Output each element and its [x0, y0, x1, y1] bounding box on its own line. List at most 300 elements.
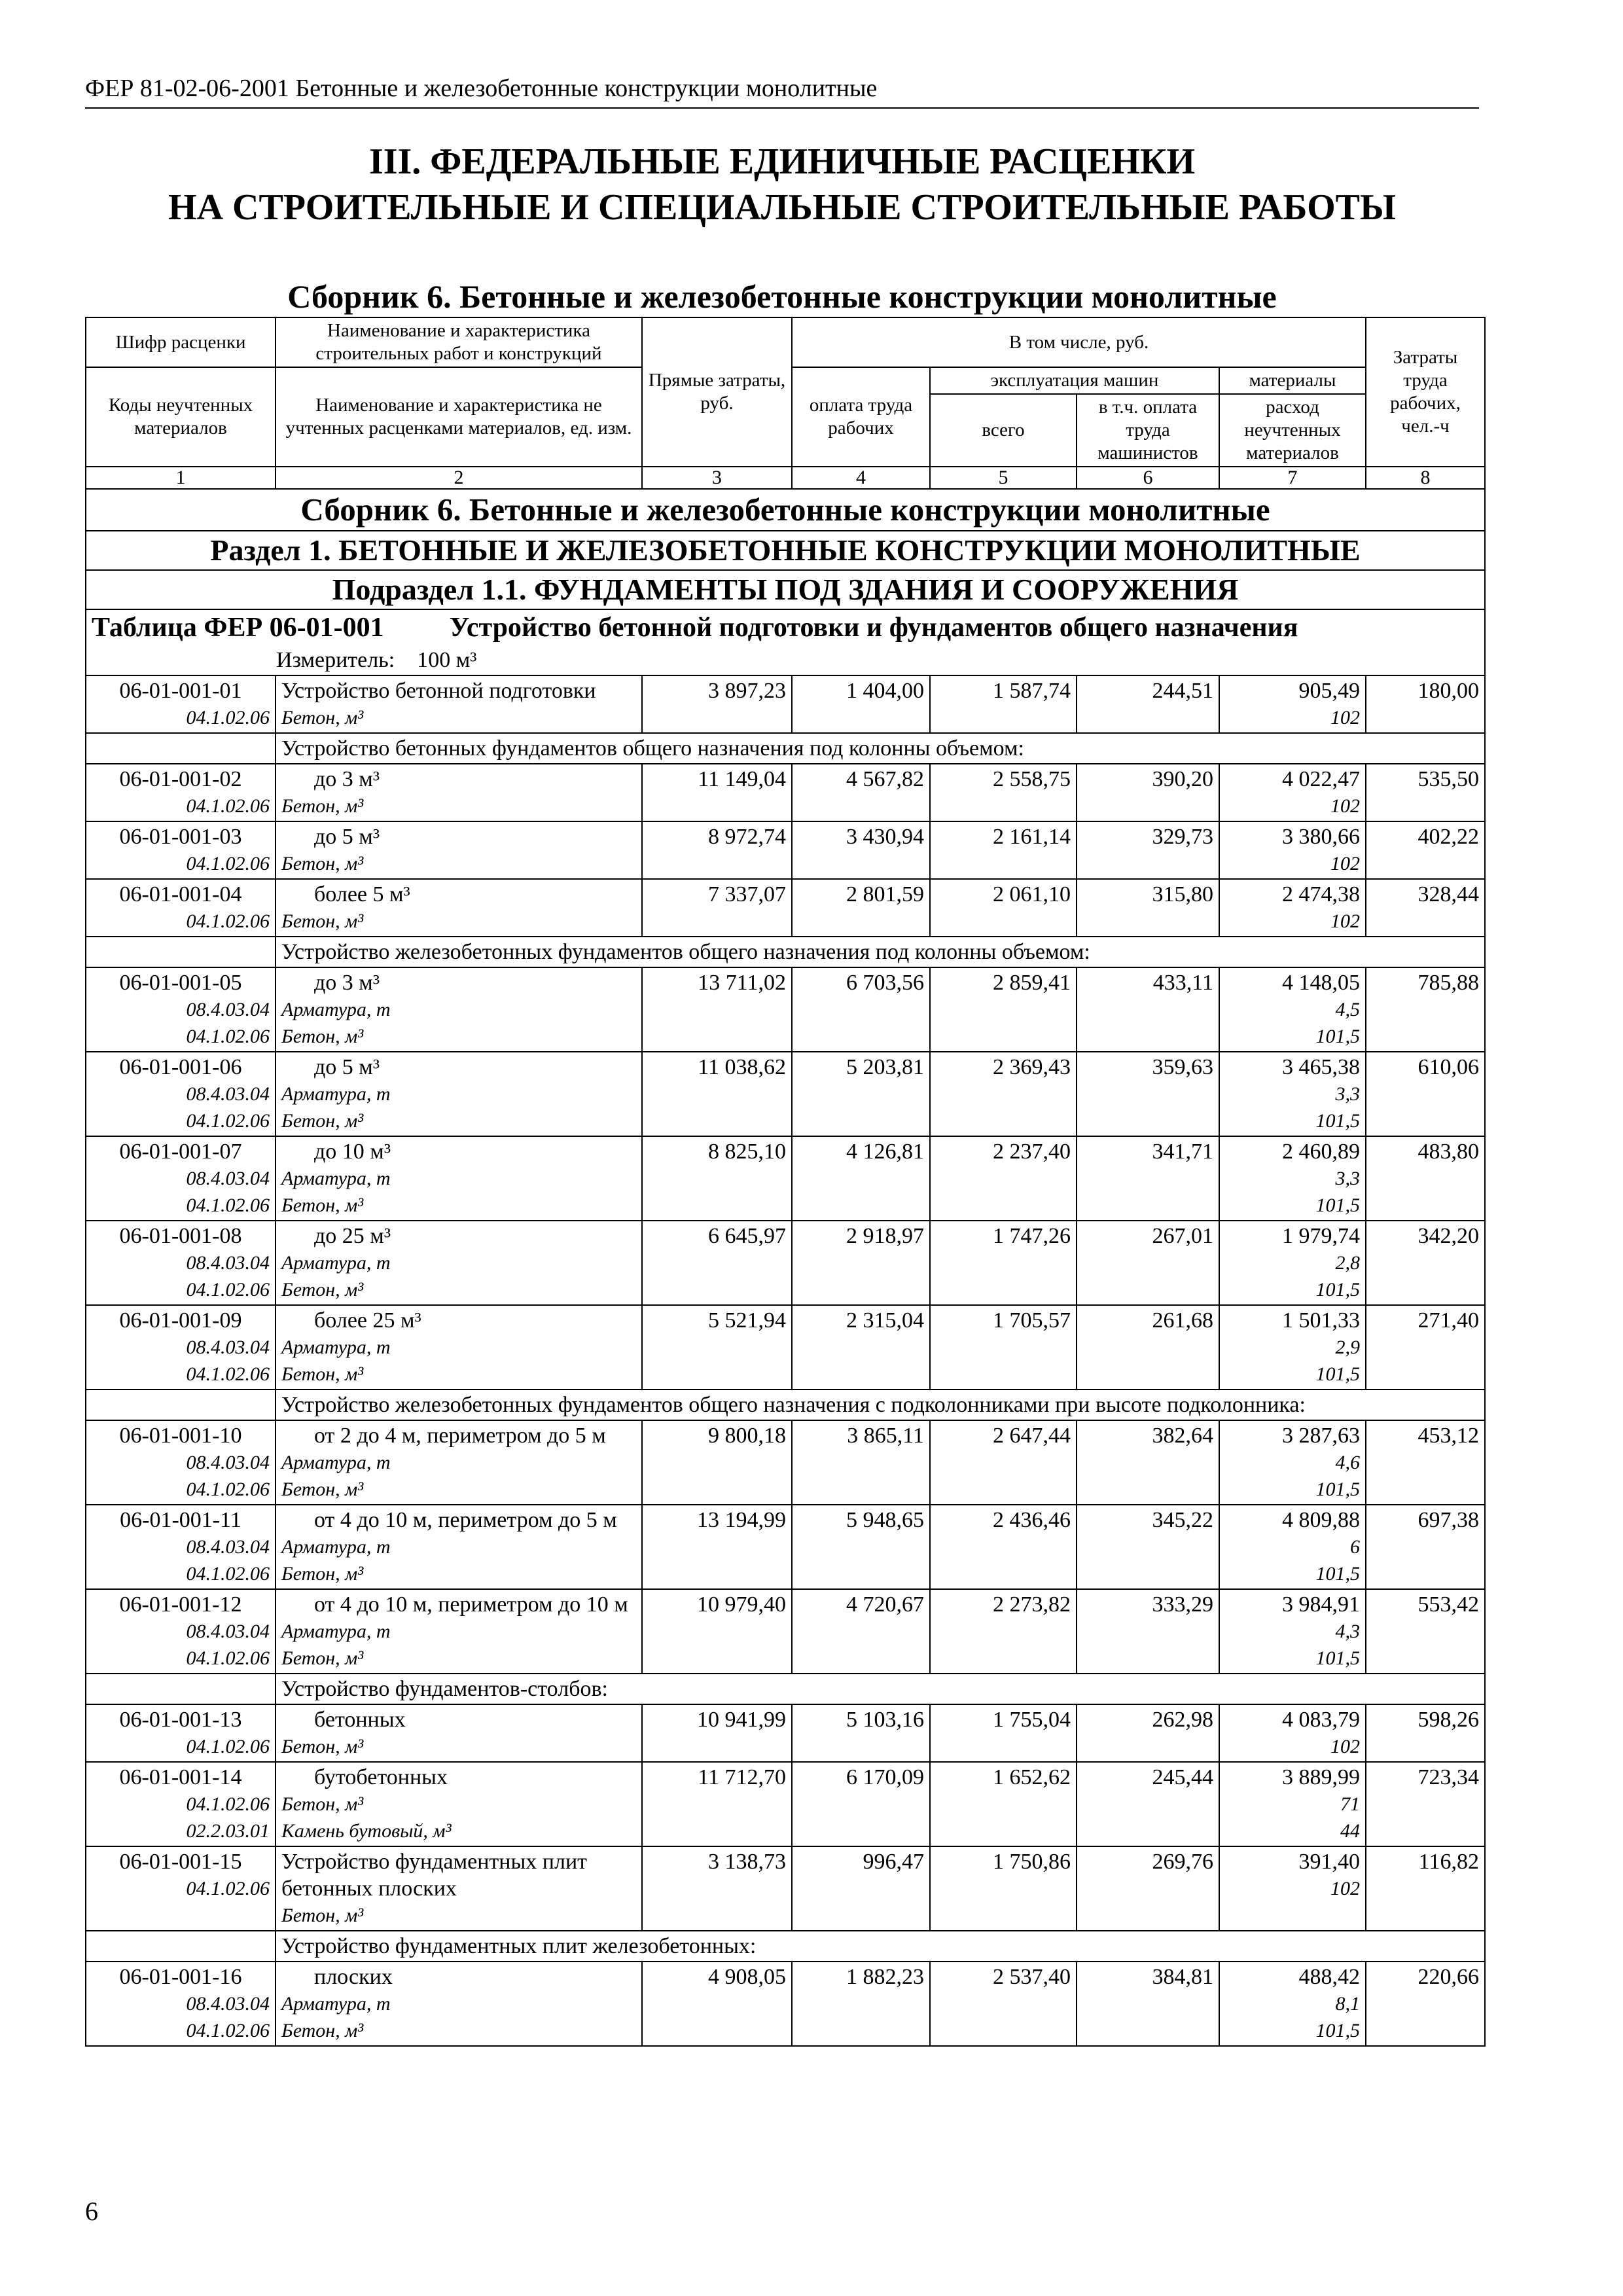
rate-code-cell: [86, 1221, 276, 1305]
wages-cell: [792, 879, 930, 937]
material-quantity: 102: [1330, 853, 1360, 874]
rate-name: до 3 м³: [314, 971, 380, 995]
measure-cell: [86, 645, 1485, 675]
rate-code: 06-01-001-04: [119, 882, 242, 906]
direct-value: 11 038,62: [698, 1055, 786, 1079]
rate-code: 06-01-001-08: [119, 1224, 242, 1248]
machines-cell: [930, 1052, 1077, 1136]
material-code: 08.4.03.04: [186, 1336, 270, 1358]
materials-value: 3 465,38: [1282, 1055, 1360, 1079]
machines-cell: [930, 1704, 1077, 1762]
material-quantity: 101,5: [1315, 1026, 1360, 1047]
operators-value: 382,64: [1152, 1424, 1213, 1448]
materials-value: 1 979,74: [1282, 1224, 1360, 1248]
rate-code: 06-01-001-10: [119, 1424, 242, 1448]
materials-value: 2 474,38: [1282, 882, 1360, 906]
col-number: 1: [86, 467, 276, 489]
section-heading: Раздел 1. БЕТОННЫЕ И ЖЕЛЕЗОБЕТОННЫЕ КОНСТРУКЦИИ МОНОЛИТНЫЕ: [86, 531, 1485, 570]
rate-name: Устройство фундаментных плит бетонных плоских: [281, 1850, 588, 1901]
rate-row: [86, 1962, 1485, 2046]
measure-label: Измеритель:: [276, 648, 395, 672]
direct-cell: [642, 675, 792, 733]
material-quantity: 101,5: [1315, 1563, 1360, 1585]
rate-row: [86, 1136, 1485, 1221]
material-name: Бетон, м³: [281, 1647, 364, 1669]
wages-cell: [792, 764, 930, 821]
machines-value: 2 237,40: [993, 1139, 1071, 1164]
col-number: 8: [1366, 467, 1485, 489]
labor-value: 402,22: [1418, 825, 1479, 849]
wages-value: 2 315,04: [846, 1308, 924, 1333]
material-name: Камень бутовый, м³: [281, 1820, 452, 1842]
direct-cell: [642, 1052, 792, 1136]
machines-cell: [930, 1136, 1077, 1221]
col-number: 7: [1219, 467, 1366, 489]
materials-value: 3 984,91: [1282, 1592, 1360, 1617]
materials-cell: [1219, 1420, 1366, 1505]
operators-cell: [1077, 1420, 1219, 1505]
materials-cell: [1219, 821, 1366, 879]
table-title-row: [86, 609, 1485, 645]
group-title: Устройство железобетонных фундаментов общего назначения под колонны объемом:: [276, 937, 1485, 967]
rate-name: от 4 до 10 м, периметром до 5 м: [314, 1508, 617, 1532]
labor-cell: [1366, 1762, 1485, 1846]
wages-cell: [792, 1589, 930, 1674]
machines-cell: [930, 1589, 1077, 1674]
rate-name-cell: [276, 1846, 642, 1931]
materials-cell: [1219, 1962, 1366, 2046]
materials-value: 4 809,88: [1282, 1508, 1360, 1532]
materials-cell: [1219, 1762, 1366, 1846]
operators-cell: [1077, 1221, 1219, 1305]
direct-value: 10 941,99: [697, 1708, 786, 1732]
direct-cell: [642, 1305, 792, 1390]
machines-value: 2 859,41: [993, 971, 1071, 995]
material-name: Арматура, т: [281, 1083, 391, 1105]
rate-name-cell: [276, 764, 642, 821]
header-name-materials: Наименование и характеристика не учтенных расценками материалов, ед. изм.: [276, 367, 642, 467]
rate-code-cell: [86, 1704, 276, 1762]
labor-value: 271,40: [1418, 1308, 1479, 1333]
machines-cell: [930, 879, 1077, 937]
rate-code: 06-01-001-12: [119, 1592, 242, 1617]
material-code: 04.1.02.06: [186, 1793, 270, 1815]
machines-value: 1 750,86: [993, 1850, 1071, 1874]
material-name: Арматура, т: [281, 1336, 391, 1358]
machines-value: 2 273,82: [993, 1592, 1071, 1617]
header-machines-total: всего: [930, 394, 1077, 467]
material-code: 04.1.02.06: [186, 910, 270, 932]
direct-value: 11 712,70: [698, 1765, 786, 1789]
machines-cell: [930, 1962, 1077, 2046]
machines-value: 2 558,75: [993, 767, 1071, 791]
machines-cell: [930, 1762, 1077, 1846]
wages-value: 1 404,00: [846, 679, 924, 703]
material-name: Бетон, м³: [281, 910, 364, 932]
operators-cell: [1077, 1762, 1219, 1846]
wages-value: 1 882,23: [846, 1965, 924, 1989]
material-code: 08.4.03.04: [186, 1621, 270, 1642]
materials-cell: [1219, 1221, 1366, 1305]
col-number: 6: [1077, 467, 1219, 489]
labor-value: 610,06: [1418, 1055, 1479, 1079]
group-title: Устройство фундаментов-столбов:: [276, 1674, 1485, 1704]
rate-name-cell: [276, 1962, 642, 2046]
rate-name-cell: [276, 1221, 642, 1305]
header-materials: материалы: [1219, 367, 1366, 394]
rate-code: 06-01-001-05: [119, 971, 242, 995]
material-quantity: 2,9: [1335, 1336, 1360, 1358]
material-quantity: 101,5: [1315, 1194, 1360, 1216]
rate-name-cell: [276, 967, 642, 1052]
material-code: 08.4.03.04: [186, 1083, 270, 1105]
materials-cell: [1219, 1052, 1366, 1136]
operators-cell: [1077, 879, 1219, 937]
table-title: Устройство бетонной подготовки и фундаментов общего назначения: [449, 613, 1298, 643]
materials-cell: [1219, 764, 1366, 821]
material-name: Бетон, м³: [281, 1110, 364, 1132]
labor-cell: [1366, 821, 1485, 879]
measure-row: [86, 645, 1485, 675]
material-quantity: 44: [1340, 1820, 1360, 1842]
col-number: 5: [930, 467, 1077, 489]
rate-code-cell: [86, 1762, 276, 1846]
header-name-works: Наименование и характеристика строительных работ и конструкций: [276, 317, 642, 367]
direct-value: 9 800,18: [708, 1424, 786, 1448]
wages-cell: [792, 967, 930, 1052]
wages-value: 3 430,94: [846, 825, 924, 849]
direct-cell: [642, 1221, 792, 1305]
rate-name: до 5 м³: [314, 1055, 380, 1079]
material-code: 04.1.02.06: [186, 1479, 270, 1500]
operators-cell: [1077, 1589, 1219, 1674]
rate-name-cell: [276, 1420, 642, 1505]
operators-cell: [1077, 764, 1219, 821]
direct-value: 7 337,07: [708, 882, 786, 906]
direct-value: 3 138,73: [708, 1850, 786, 1874]
material-name: Бетон, м³: [281, 1736, 364, 1757]
machines-cell: [930, 1420, 1077, 1505]
wages-cell: [792, 1052, 930, 1136]
machines-value: 1 747,26: [993, 1224, 1071, 1248]
material-quantity: 102: [1330, 795, 1360, 817]
wages-value: 5 948,65: [846, 1508, 924, 1532]
material-code: 04.1.02.06: [186, 1736, 270, 1757]
machines-cell: [930, 1221, 1077, 1305]
labor-value: 116,82: [1418, 1850, 1479, 1874]
rate-code: 06-01-001-02: [119, 767, 242, 791]
materials-cell: [1219, 1589, 1366, 1674]
machines-value: 2 537,40: [993, 1965, 1071, 1989]
material-code: 04.1.02.06: [186, 1279, 270, 1300]
running-header: ФЕР 81-02-06-2001 Бетонные и железобетонные конструкции монолитные: [85, 72, 1479, 109]
labor-value: 697,38: [1418, 1508, 1479, 1532]
rate-code-cell: [86, 1136, 276, 1221]
rate-row: [86, 1052, 1485, 1136]
materials-value: 1 501,33: [1282, 1308, 1360, 1333]
direct-value: 6 645,97: [708, 1224, 786, 1248]
measure-value: 100 м³: [417, 648, 477, 672]
material-code: 04.1.02.06: [186, 707, 270, 728]
rate-code-cell: [86, 1846, 276, 1931]
labor-value: 785,88: [1418, 971, 1479, 995]
material-quantity: 101,5: [1315, 1479, 1360, 1500]
material-quantity: 6: [1350, 1536, 1360, 1558]
machines-value: 2 647,44: [993, 1424, 1071, 1448]
rate-name: бетонных: [314, 1708, 406, 1732]
rate-code: 06-01-001-01: [119, 679, 242, 703]
rate-row: [86, 1505, 1485, 1589]
labor-cell: [1366, 1420, 1485, 1505]
labor-cell: [1366, 1505, 1485, 1589]
header-incl-operators: в т.ч. оплата труда машинистов: [1077, 394, 1219, 467]
operators-value: 315,80: [1152, 882, 1213, 906]
material-code: 04.1.02.06: [186, 1563, 270, 1585]
material-quantity: 3,3: [1335, 1168, 1360, 1189]
material-code: 04.1.02.06: [186, 795, 270, 817]
group-row: [86, 1390, 1485, 1420]
operators-value: 345,22: [1152, 1508, 1213, 1532]
material-code: 08.4.03.04: [186, 1252, 270, 1274]
material-quantity: 101,5: [1315, 1647, 1360, 1669]
rate-name-cell: [276, 1052, 642, 1136]
material-name: Арматура, т: [281, 1168, 391, 1189]
direct-cell: [642, 1762, 792, 1846]
labor-cell: [1366, 967, 1485, 1052]
materials-cell: [1219, 879, 1366, 937]
material-name: Бетон, м³: [281, 1279, 364, 1300]
operators-value: 359,63: [1152, 1055, 1213, 1079]
header-wages: оплата труда рабочих: [792, 367, 930, 467]
rate-row: [86, 879, 1485, 937]
labor-cell: [1366, 1589, 1485, 1674]
rate-code-cell: [86, 879, 276, 937]
materials-value: 2 460,89: [1282, 1139, 1360, 1164]
labor-cell: [1366, 764, 1485, 821]
collection-row: [86, 489, 1485, 531]
materials-value: 4 083,79: [1282, 1708, 1360, 1732]
machines-cell: [930, 821, 1077, 879]
machines-value: 1 652,62: [993, 1765, 1071, 1789]
group-empty-cell: [86, 1390, 276, 1420]
rate-code-cell: [86, 1305, 276, 1390]
materials-value: 905,49: [1298, 679, 1360, 703]
operators-value: 261,68: [1152, 1308, 1213, 1333]
direct-cell: [642, 1704, 792, 1762]
labor-value: 220,66: [1418, 1965, 1479, 1989]
material-code: 04.1.02.06: [186, 1194, 270, 1216]
wages-cell: [792, 1704, 930, 1762]
rates-table: [85, 317, 1486, 2047]
rate-row: [86, 967, 1485, 1052]
rate-row: [86, 764, 1485, 821]
wages-cell: [792, 675, 930, 733]
operators-value: 245,44: [1152, 1765, 1213, 1789]
material-quantity: 101,5: [1315, 1363, 1360, 1385]
materials-value: 3 287,63: [1282, 1424, 1360, 1448]
rate-name: до 10 м³: [314, 1139, 391, 1164]
direct-value: 5 521,94: [708, 1308, 786, 1333]
material-quantity: 101,5: [1315, 1279, 1360, 1300]
wages-cell: [792, 821, 930, 879]
direct-cell: [642, 821, 792, 879]
rate-code: 06-01-001-15: [119, 1850, 242, 1874]
machines-value: 2 436,46: [993, 1508, 1071, 1532]
rate-name-cell: [276, 1505, 642, 1589]
direct-value: 11 149,04: [698, 767, 786, 791]
rate-name: от 4 до 10 м, периметром до 10 м: [314, 1592, 628, 1617]
material-name: Бетон, м³: [281, 1563, 364, 1585]
rate-code-cell: [86, 967, 276, 1052]
material-name: Бетон, м³: [281, 1793, 364, 1815]
col-number: 3: [642, 467, 792, 489]
materials-cell: [1219, 1305, 1366, 1390]
collection-heading: Сборник 6. Бетонные и железобетонные конструкции монолитные: [86, 489, 1485, 531]
rate-row: [86, 1704, 1485, 1762]
material-code: 04.1.02.06: [186, 1878, 270, 1899]
rate-name: до 25 м³: [314, 1224, 391, 1248]
labor-value: 342,20: [1418, 1224, 1479, 1248]
rate-code-cell: [86, 1052, 276, 1136]
group-row: [86, 1931, 1485, 1962]
machines-value: 2 061,10: [993, 882, 1071, 906]
material-name: Арматура, т: [281, 1621, 391, 1642]
rate-code: 06-01-001-13: [119, 1708, 242, 1732]
labor-cell: [1366, 1305, 1485, 1390]
rate-row: [86, 1762, 1485, 1846]
machines-value: 2 161,14: [993, 825, 1071, 849]
operators-value: 384,81: [1152, 1965, 1213, 1989]
wages-value: 5 203,81: [846, 1055, 924, 1079]
rate-name: более 5 м³: [314, 882, 410, 906]
material-name: Бетон, м³: [281, 1194, 364, 1216]
labor-value: 598,26: [1418, 1708, 1479, 1732]
operators-cell: [1077, 821, 1219, 879]
header-row-1: [86, 317, 1485, 367]
rate-name: Устройство бетонной подготовки: [281, 679, 596, 703]
direct-value: 8 825,10: [708, 1139, 786, 1164]
group-title: Устройство бетонных фундаментов общего назначения под колонны объемом:: [276, 733, 1485, 764]
rate-code-cell: [86, 821, 276, 879]
material-name: Бетон, м³: [281, 1479, 364, 1500]
table-title-cell: [86, 609, 1485, 645]
wages-value: 4 720,67: [846, 1592, 924, 1617]
wages-value: 4 567,82: [846, 767, 924, 791]
operators-value: 433,11: [1152, 971, 1213, 995]
material-name: Арматура, т: [281, 999, 391, 1020]
materials-cell: [1219, 1704, 1366, 1762]
material-quantity: 102: [1330, 1736, 1360, 1757]
operators-cell: [1077, 1962, 1219, 2046]
direct-value: 13 711,02: [698, 971, 786, 995]
wages-cell: [792, 1762, 930, 1846]
header-labor: Затраты труда рабочих, чел.-ч: [1366, 317, 1485, 467]
wages-value: 3 865,11: [847, 1424, 924, 1448]
machines-cell: [930, 764, 1077, 821]
group-row: [86, 937, 1485, 967]
operators-value: 269,76: [1152, 1850, 1213, 1874]
materials-value: 4 022,47: [1282, 767, 1360, 791]
operators-cell: [1077, 1704, 1219, 1762]
materials-cell: [1219, 1846, 1366, 1931]
direct-cell: [642, 1846, 792, 1931]
material-code: 08.4.03.04: [186, 1452, 270, 1473]
material-name: Бетон, м³: [281, 2020, 364, 2041]
wages-cell: [792, 1846, 930, 1931]
materials-value: 3 889,99: [1282, 1765, 1360, 1789]
material-name: Бетон, м³: [281, 795, 364, 817]
labor-value: 723,34: [1418, 1765, 1479, 1789]
rate-code-cell: [86, 764, 276, 821]
header-material-codes: Коды неучтенных материалов: [86, 367, 276, 467]
material-name: Бетон, м³: [281, 853, 364, 874]
wages-value: 6 170,09: [846, 1765, 924, 1789]
material-quantity: 102: [1330, 1878, 1360, 1899]
materials-cell: [1219, 1505, 1366, 1589]
group-title: Устройство фундаментных плит железобетонных:: [276, 1931, 1485, 1962]
direct-cell: [642, 967, 792, 1052]
col-number: 4: [792, 467, 930, 489]
part-title: [85, 139, 1479, 230]
machines-cell: [930, 1305, 1077, 1390]
group-empty-cell: [86, 733, 276, 764]
rate-row: [86, 1589, 1485, 1674]
group-row: [86, 733, 1485, 764]
operators-cell: [1077, 675, 1219, 733]
rate-name: более 25 м³: [314, 1308, 421, 1333]
direct-cell: [642, 764, 792, 821]
wages-value: 2 918,97: [846, 1224, 924, 1248]
material-code: 04.1.02.06: [186, 853, 270, 874]
labor-value: 453,12: [1418, 1424, 1479, 1448]
direct-value: 13 194,99: [697, 1508, 786, 1532]
table-id: Таблица ФЕР 06-01-001: [92, 613, 384, 643]
rate-code-cell: [86, 1962, 276, 2046]
direct-cell: [642, 879, 792, 937]
material-name: Бетон, м³: [281, 707, 364, 728]
material-quantity: 101,5: [1315, 2020, 1360, 2041]
material-quantity: 101,5: [1315, 1110, 1360, 1132]
materials-value: 488,42: [1298, 1965, 1360, 1989]
machines-cell: [930, 1505, 1077, 1589]
section-row: [86, 531, 1485, 570]
rate-code: 06-01-001-03: [119, 825, 242, 849]
labor-cell: [1366, 1704, 1485, 1762]
material-code: 02.2.03.01: [186, 1820, 270, 1842]
rate-name: до 5 м³: [314, 825, 380, 849]
operators-cell: [1077, 1305, 1219, 1390]
labor-value: 180,00: [1418, 679, 1479, 703]
materials-cell: [1219, 1136, 1366, 1221]
direct-cell: [642, 1962, 792, 2046]
labor-cell: [1366, 1962, 1485, 2046]
direct-value: 3 897,23: [708, 679, 786, 703]
group-title: Устройство железобетонных фундаментов общего назначения с подколонниками при высоте подколонника:: [276, 1390, 1485, 1420]
material-quantity: 102: [1330, 707, 1360, 728]
rate-name-cell: [276, 1704, 642, 1762]
part-title-line-2: НА СТРОИТЕЛЬНЫЕ И СПЕЦИАЛЬНЫЕ СТРОИТЕЛЬНЫЕ РАБОТЫ: [168, 187, 1396, 228]
header-direct-costs: Прямые затраты, руб.: [642, 317, 792, 467]
rate-code: 06-01-001-06: [119, 1055, 242, 1079]
machines-value: 1 587,74: [993, 679, 1071, 703]
material-quantity: 2,8: [1335, 1252, 1360, 1274]
wages-cell: [792, 1962, 930, 2046]
material-name: Арматура, т: [281, 1993, 391, 2015]
labor-cell: [1366, 1052, 1485, 1136]
operators-value: 341,71: [1152, 1139, 1213, 1164]
collection-title: Сборник 6. Бетонные и железобетонные конструкции монолитные: [287, 278, 1277, 315]
operators-cell: [1077, 1052, 1219, 1136]
